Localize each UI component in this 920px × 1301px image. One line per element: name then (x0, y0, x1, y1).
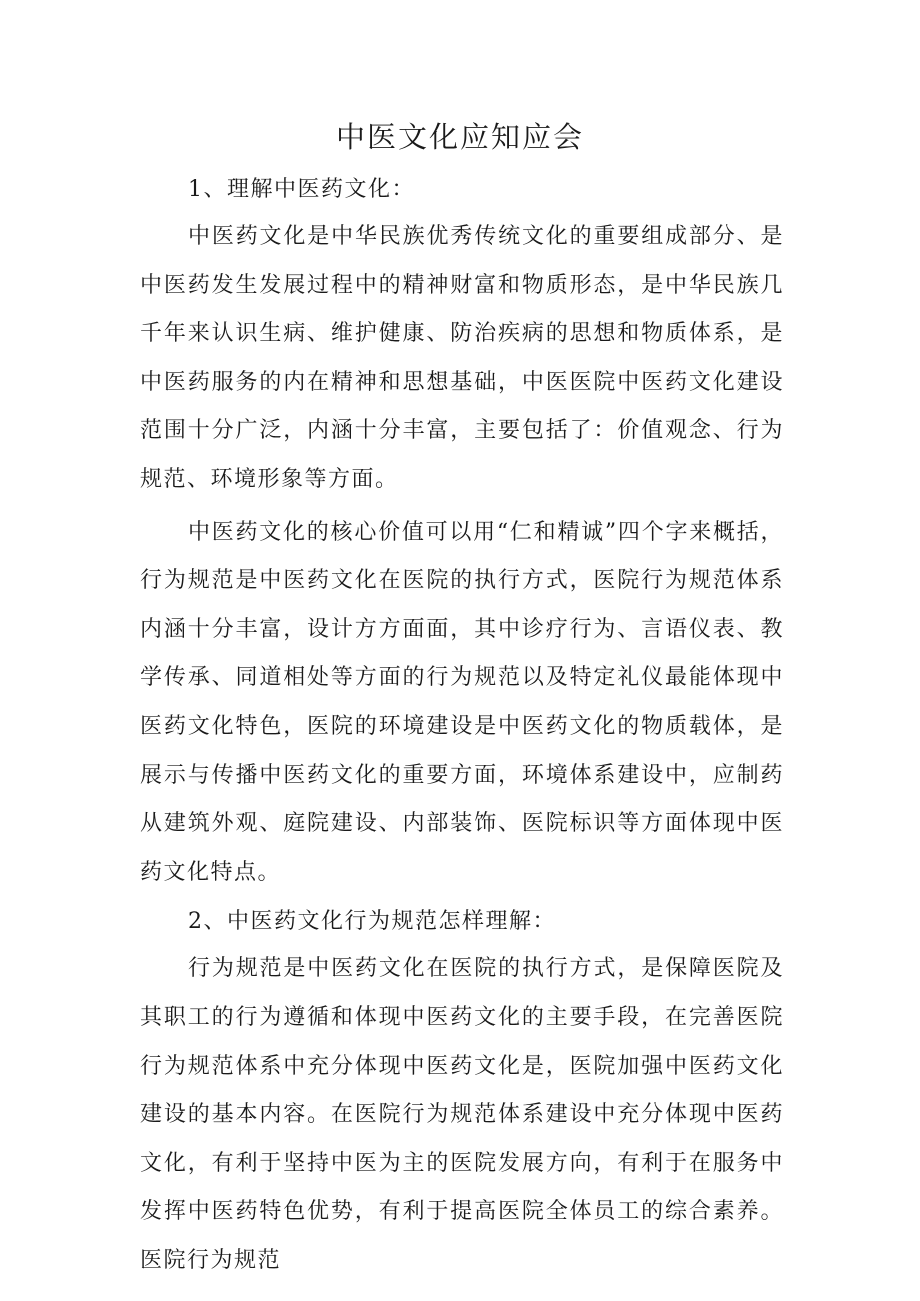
section-1-heading: 1、理解中医药文化： (188, 177, 415, 202)
section-1-paragraph-1: 中医药文化是中华民族优秀传统文化的重要组成部分、是中医药发生发展过程中的精神财富和物质形态，是中华民族几千年来认识生病、维护健康、防治疾病的思想和物质体系，是中医药服务的内在精神和思想基础，中医医院中医药文化建设范围十分广泛，内涵十分丰富，主要包括了：价值观念、行为规范、环境形象等方面。 (140, 224, 784, 492)
document-body (140, 167, 784, 1285)
document-title: 中医文化应知应会 (335, 120, 584, 154)
section-1-paragraph-2: 中医药文化的核心价值可以用“仁和精诚”四个字来概括，行为规范是中医药文化在医院的执行方式，医院行为规范体系内涵十分丰富，设计方方面面，其中诊疗行为、言语仪表、教学传承、同道相处等方面的行为规范以及特定礼仪最能体现中医药文化特色，医院的环境建设是中医药文化的物质载体，是展示与传播中医药文化的重要方面，环境体系建设中，应制药从建筑外观、庭院建设、内部装饰、医院标识等方面体现中医药文化特点。 (140, 519, 784, 885)
section-2-paragraph-1: 行为规范是中医药文化在医院的执行方式，是保障医院及其职工的行为遵循和体现中医药文化的主要手段，在完善医院行为规范体系中充分体现中医药文化是，医院加强中医药文化建设的基本内容。在医院行为规范体系建设中充分体现中医药文化，有利于坚持中医为主的医院发展方向，有利于在服务中发挥中医药特色优势，有利于提高医院全体员工的综合素养。医院行为规范 (140, 956, 784, 1273)
section-2-heading: 2、中医药文化行为规范怎样理解： (188, 909, 556, 935)
